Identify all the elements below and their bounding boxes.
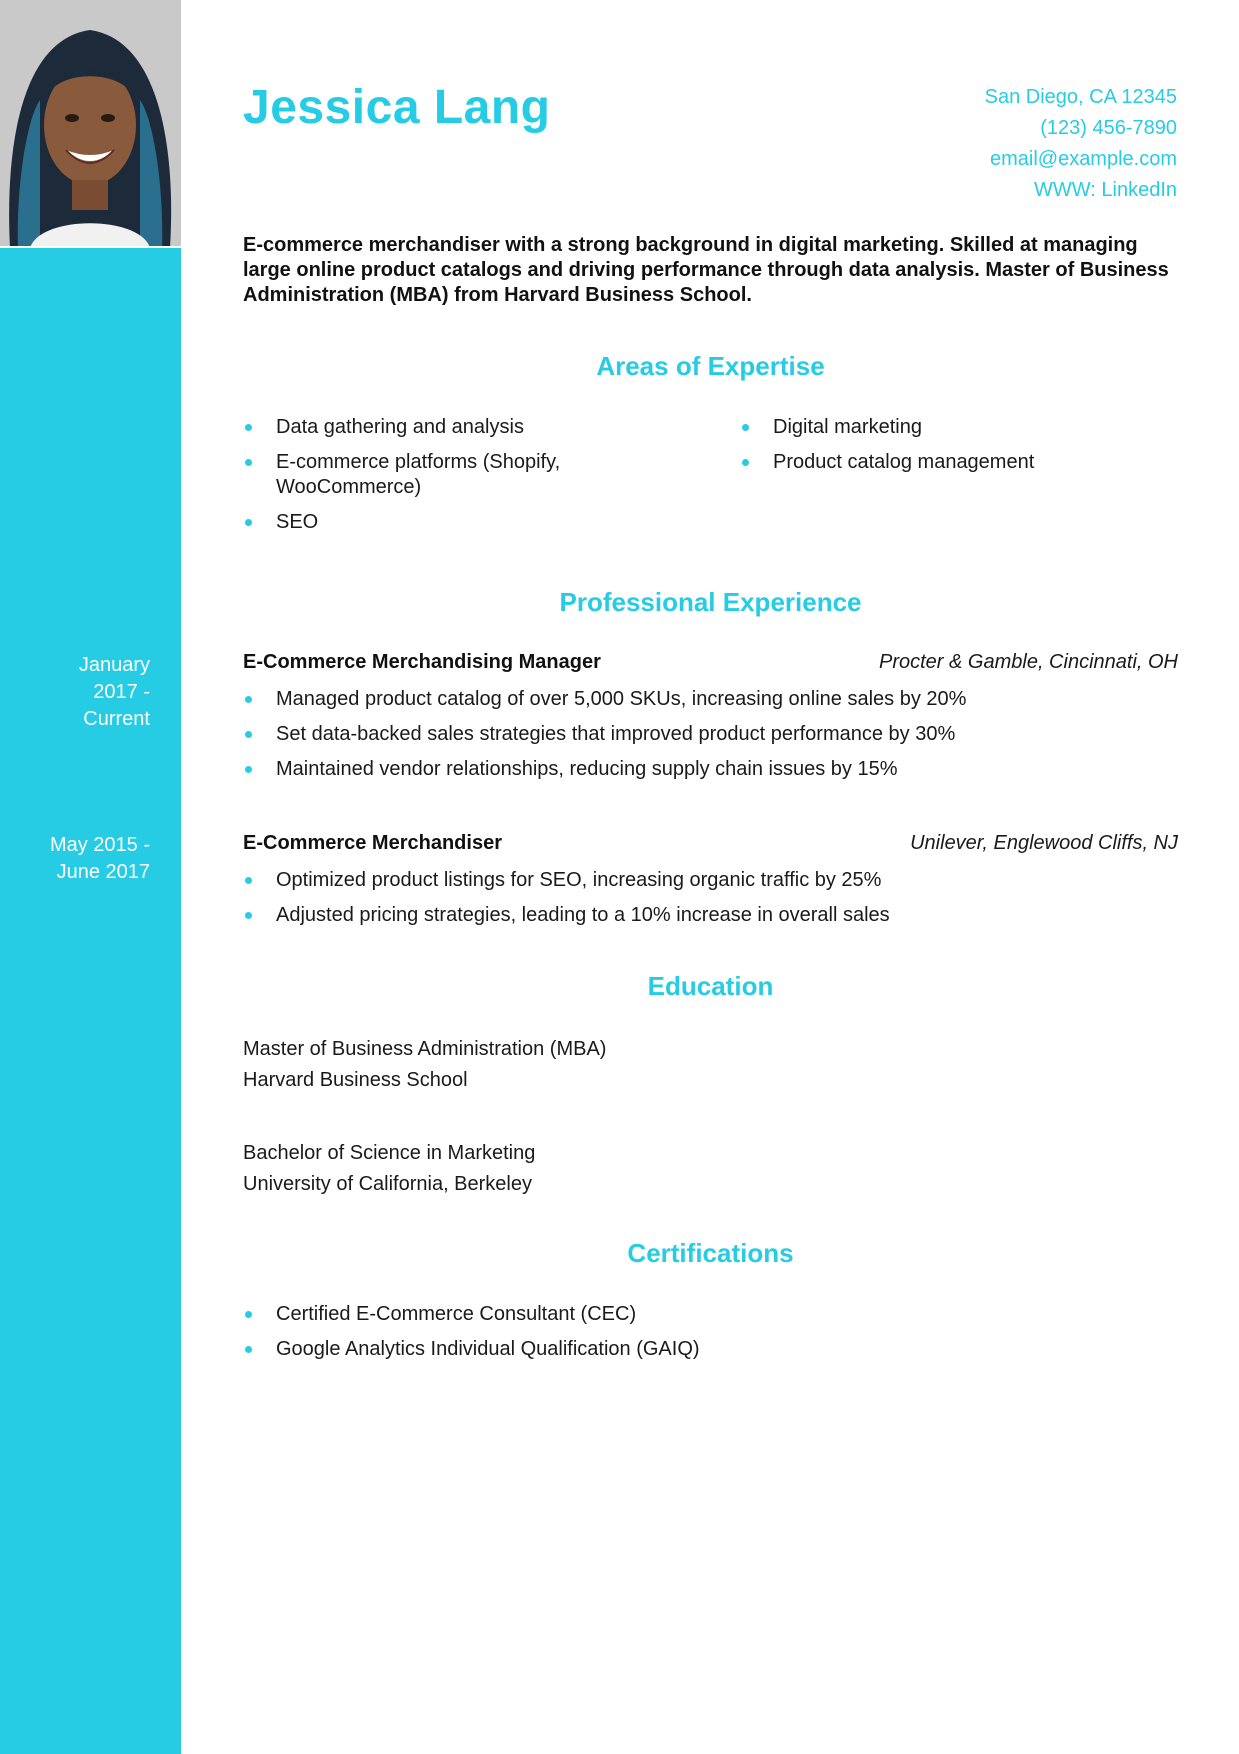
job-bullet: Set data-backed sales strategies that improved product performance by 30% bbox=[243, 722, 1178, 747]
profile-photo-image bbox=[0, 0, 181, 248]
job-title: E-Commerce Merchandiser bbox=[243, 832, 502, 854]
job-bullet: Managed product catalog of over 5,000 SKUs, increasing online sales by 20% bbox=[243, 687, 1178, 712]
job-date-range bbox=[0, 832, 181, 886]
education-school: University of California, Berkeley bbox=[243, 1173, 532, 1195]
profile-photo bbox=[0, 0, 181, 248]
section-title-education: Education bbox=[647, 971, 774, 1001]
job-date-line: May 2015 - bbox=[49, 834, 150, 856]
certification-item: Google Analytics Individual Qualification (GAIQ) bbox=[243, 1337, 1178, 1362]
education-entry bbox=[243, 1034, 606, 1096]
contact-block bbox=[985, 82, 1177, 206]
candidate-name: Jessica Lang bbox=[243, 81, 551, 134]
section-title-expertise: Areas of Expertise bbox=[596, 351, 825, 381]
job-header bbox=[243, 651, 1178, 681]
job-company: Procter & Gamble, Cincinnati, OH bbox=[879, 651, 1178, 673]
expertise-column-right bbox=[740, 415, 1180, 485]
job-header bbox=[243, 832, 1178, 862]
certifications-block bbox=[243, 1302, 1178, 1372]
expertise-item: SEO bbox=[243, 510, 683, 535]
job-bullet: Adjusted pricing strategies, leading to a 10% increase in overall sales bbox=[243, 903, 1178, 928]
job-date-line: 2017 - bbox=[93, 681, 150, 703]
section-title-experience: Professional Experience bbox=[559, 587, 862, 617]
education-entry bbox=[243, 1138, 535, 1200]
contact-phone: (123) 456-7890 bbox=[1040, 117, 1177, 139]
education-degree: Bachelor of Science in Marketing bbox=[243, 1142, 536, 1164]
job-company: Unilever, Englewood Cliffs, NJ bbox=[910, 832, 1178, 854]
expertise-item: Data gathering and analysis bbox=[243, 415, 683, 440]
job-date-line: Current bbox=[83, 708, 150, 730]
job-bullet: Maintained vendor relationships, reducing supply chain issues by 15% bbox=[243, 757, 1178, 782]
expertise-item: Product catalog management bbox=[740, 450, 1180, 475]
section-title-certifications: Certifications bbox=[627, 1238, 794, 1268]
expertise-list bbox=[740, 415, 1180, 475]
education-school: Harvard Business School bbox=[243, 1069, 468, 1091]
job-entry bbox=[243, 832, 1178, 938]
job-bullets bbox=[243, 868, 1178, 928]
contact-location: San Diego, CA 12345 bbox=[984, 86, 1177, 108]
contact-email[interactable]: email@example.com bbox=[989, 148, 1177, 170]
certifications-list bbox=[243, 1302, 1178, 1362]
sidebar bbox=[0, 0, 181, 1754]
contact-website[interactable]: WWW: LinkedIn bbox=[1034, 179, 1177, 201]
job-date-line: January bbox=[78, 654, 150, 676]
education-degree: Master of Business Administration (MBA) bbox=[243, 1038, 607, 1060]
job-date-line: June 2017 bbox=[56, 861, 150, 883]
expertise-item: E-commerce platforms (Shopify, WooCommerce) bbox=[243, 450, 683, 500]
expertise-list bbox=[243, 415, 683, 535]
professional-summary: E-commerce merchandiser with a strong background in digital marketing. Skilled at managing large online product catalogs and driving performance through data analysis. Master of Business Administration (MBA) from Harvard Business School. bbox=[243, 234, 1169, 306]
job-bullet: Optimized product listings for SEO, increasing organic traffic by 25% bbox=[243, 868, 1178, 893]
job-title: E-Commerce Merchandising Manager bbox=[243, 651, 601, 673]
job-entry bbox=[243, 651, 1178, 792]
job-date-range bbox=[0, 652, 181, 733]
job-bullets bbox=[243, 687, 1178, 782]
certification-item: Certified E-Commerce Consultant (CEC) bbox=[243, 1302, 1178, 1327]
expertise-column-left bbox=[243, 415, 683, 545]
expertise-item: Digital marketing bbox=[740, 415, 1180, 440]
